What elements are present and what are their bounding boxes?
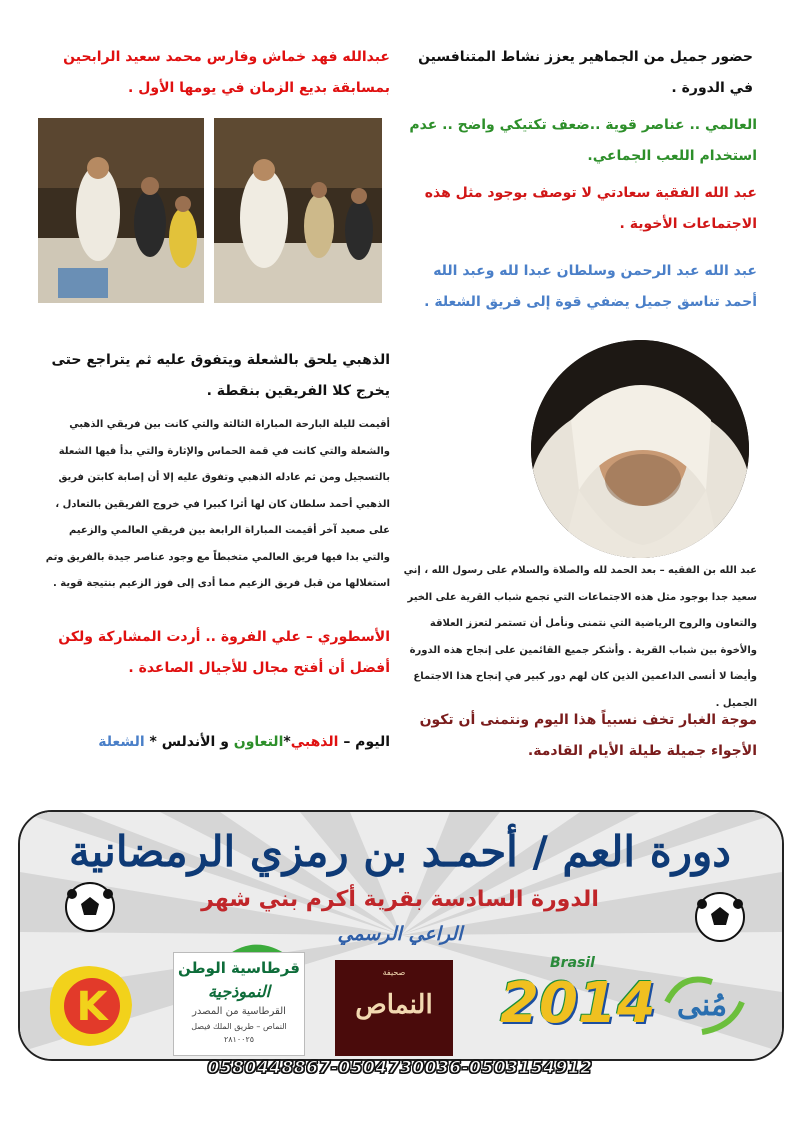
- paper-shop-slogan: القرطاسية من المصدر: [192, 1006, 286, 1017]
- today-label: اليوم –: [343, 734, 390, 750]
- headline-crowd: حضور جميل من الجماهير يعزز نشاط المتنافسين في الدورة .: [418, 49, 753, 96]
- portrait-photo: [531, 340, 749, 558]
- banner-sponsor-label: الراعي الرسمي: [337, 923, 463, 945]
- headline-team-names: عبد الله عبد الرحمن وسلطان عبدا لله وعبد الله أحمد تناسق جميل يضفي قوة إلى فريق الشعلة .: [424, 263, 757, 310]
- k-logo: [40, 960, 138, 1050]
- today-team-shula: الشعلة: [98, 734, 145, 750]
- event-photo-right: [214, 118, 382, 303]
- today-star: *: [283, 734, 291, 750]
- k-letter: K: [76, 984, 108, 1030]
- headline-winners: عبدالله فهد خماش وفارس محمد سعيد الرابحين بمسابقة بديع الزمان في يومها الأول .: [63, 49, 390, 96]
- soccer-ball-icon: [66, 883, 114, 931]
- today-andalus: و الأندلس *: [149, 734, 229, 750]
- banner-title: دورة العم / أحمـد بن رمزي الرمضانية: [68, 827, 731, 876]
- namas-small-label: صحيفة: [382, 968, 406, 977]
- brasil-2014-logo: [490, 947, 655, 1057]
- headline-gold: الذهبي يلحق بالشعلة ويتفوق عليه ثم يتراجع حتى يخرج كلا الفريقين بنقطة .: [51, 352, 390, 399]
- banner-subtitle: الدورة السادسة بقرية أكرم بني شهر: [201, 887, 599, 912]
- paper-shop-phone: ٢٨١٠٠٢٥: [223, 1035, 255, 1044]
- today-team-taawon: التعاون: [233, 734, 284, 750]
- contact-phones: 0580448867-0504730036-0503154912: [207, 1058, 593, 1078]
- paper-shop-logo: [173, 952, 305, 1056]
- today-team-gold: الذهبي: [290, 734, 339, 750]
- faqih-paragraph: عبد الله بن الفقيه – بعد الحمد لله والصلاة والسلام على رسول الله ، إني سعيد جدا بوجود مثل هذه الاجتماعات التي تجمع شباب القرية على الخير والتعاون والروح الرياضية التي نتمنى ونأمل أن تستمر لتعزز العلاقة والأخوة بين شباب القرية . وأشكر جميع القائمين على إنجاح هذه الدورة وأيضا لا أنسى الداعمين الذين كان لهم دور كبير في إنجاح هذا الاجتماع الجميل .: [403, 565, 757, 709]
- paper-shop-name2: النموذجية: [207, 982, 271, 1001]
- today-matches-line: [60, 730, 390, 754]
- headline-ostori: الأسطوري – علي الفروة .. أردت المشاركة ولكن أفضل أن أفتح مجال للأجيال الصاعدة .: [58, 629, 390, 676]
- brasil-word: Brasil: [550, 955, 595, 971]
- headline-dust: موجة الغبار تخف نسبياً هذا اليوم ونتمنى أن تكون الأجواء جميلة طيلة الأيام القادمة.: [419, 712, 757, 759]
- soccer-ball-icon: [696, 893, 744, 941]
- night-paragraph: أقيمت لليلة البارحة المباراة الثالثة والتي كانت بين فريقي الذهبي والشعلة والتي كانت في قمة الحماس والإثارة والتي بدأ فيها الشعلة بالتسجيل ومن ثم عادله الذهبي وتفوق عليه إلا أن إصابة كابتن فريق الذهبي أحمد سلطان كان لها أثرا كبيرا في خروج الفريقين بالتعادل ، على صعيد آخر أقيمت المباراة الرابعة بين فريقي العالمي والزعيم والتي بدا فيها فريق العالمي متخبطاً مع وجود عناصر جيدة بالفريق وتم استغلالها من قبل فريق الزعيم مما أدى إلى فوز الزعيم بنتيجة قوية .: [45, 419, 390, 589]
- tournament-banner: [18, 810, 784, 1061]
- namas-name: النماص: [355, 990, 433, 1020]
- headline-faqih: عبد الله الفقية سعادتي لا توصف بوجود مثل هذه الاجتماعات الأخوية .: [424, 185, 757, 232]
- brasil-year: 2014: [500, 971, 656, 1036]
- mona-name: مُنى: [676, 988, 728, 1023]
- headline-alami: العالمي .. عناصر قوية ..ضعف تكتيكي واضح .. عدم استخدام اللعب الجماعي.: [409, 117, 757, 164]
- event-photo-left: [38, 118, 204, 303]
- paper-shop-address: النماص – طريق الملك فيصل: [191, 1022, 287, 1031]
- namas-newspaper-logo: [335, 960, 453, 1056]
- paper-shop-name: قرطاسية الوطن: [178, 959, 300, 977]
- mona-logo: [652, 962, 752, 1048]
